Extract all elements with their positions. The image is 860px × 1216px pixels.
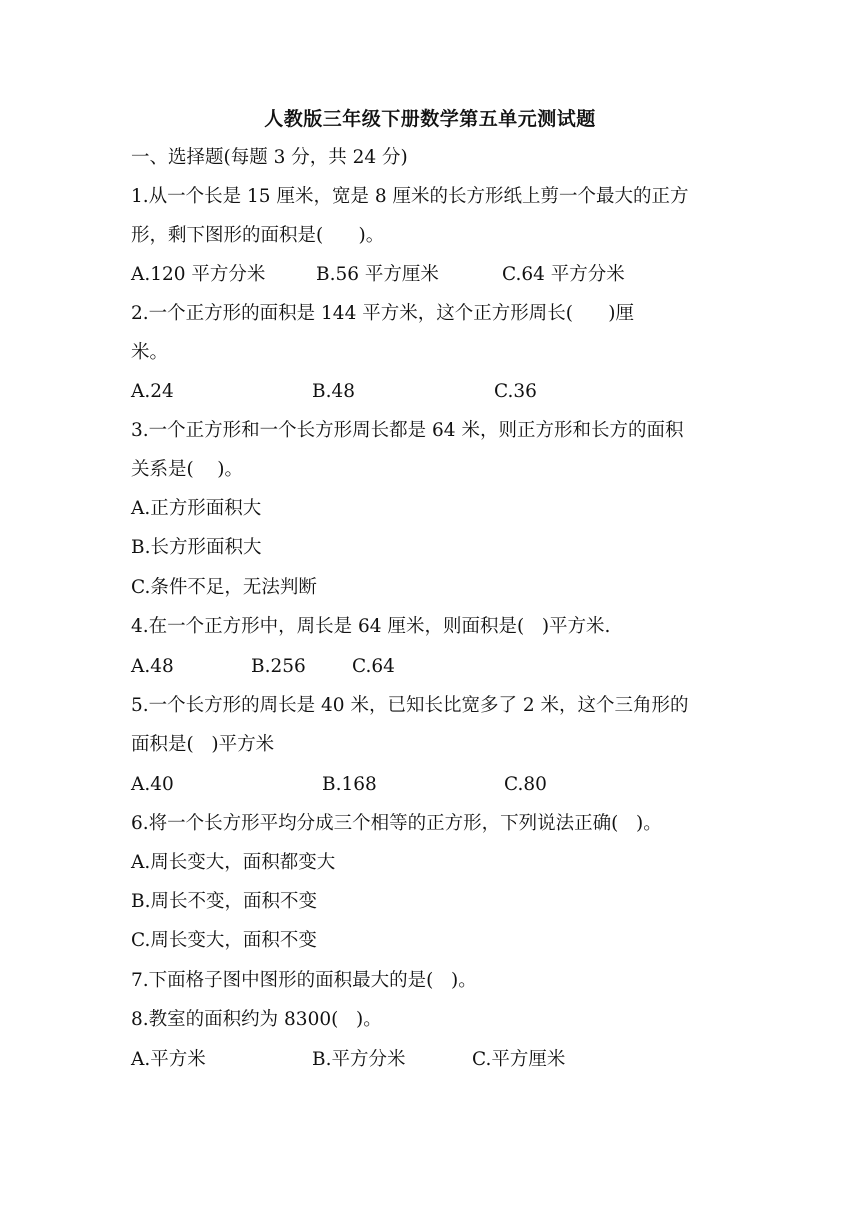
question-6-line-1: 6.将一个长方形平均分成三个相等的正方形，下列说法正确( )。 — [131, 813, 662, 834]
question-8-line-1: 8.教室的面积约为 8300( )。 — [131, 1009, 382, 1030]
section-heading: 一、选择题(每题 3 分，共 24 分) — [131, 147, 408, 168]
question-5-options — [131, 773, 751, 797]
question-3-line-2: 关系是( )。 — [131, 459, 243, 480]
option-a: A.40 — [131, 774, 174, 795]
question-2-line-2: 米。 — [131, 342, 169, 363]
option-a: A.48 — [131, 656, 174, 677]
option-b: B.平方分米 — [312, 1049, 406, 1070]
question-5-line-2: 面积是( )平方米 — [131, 734, 275, 755]
option-c: C.64 — [352, 656, 395, 677]
question-5-line-1: 5.一个长方形的周长是 40 米，已知长比宽多了 2 米，这个三角形的 — [131, 695, 689, 716]
option-c: C.80 — [504, 774, 547, 795]
question-1-line-1: 1.从一个长是 15 厘米，宽是 8 厘米的长方形纸上剪一个最大的正方 — [131, 186, 689, 207]
question-8-options — [131, 1048, 751, 1072]
question-7-line-1: 7.下面格子图中图形的面积最大的是( )。 — [131, 970, 477, 991]
question-6-option-a: A.周长变大，面积都变大 — [131, 852, 336, 873]
question-1-line-2: 形，剩下图形的面积是( )。 — [131, 225, 385, 246]
question-3-option-b: B.长方形面积大 — [131, 537, 262, 558]
option-b: B.256 — [251, 656, 306, 677]
question-1-options — [131, 263, 751, 287]
question-4-options — [131, 655, 751, 679]
option-b: B.56 平方厘米 — [316, 264, 439, 285]
option-b: B.48 — [312, 381, 356, 402]
option-c: C.36 — [494, 381, 537, 402]
question-2-options — [131, 380, 751, 404]
page-title: 人教版三年级下册数学第五单元测试题 — [264, 108, 596, 130]
question-3-line-1: 3.一个正方形和一个长方形周长都是 64 米，则正方形和长方的面积 — [131, 420, 684, 441]
option-a: A.24 — [131, 381, 174, 402]
option-a: A.平方米 — [131, 1049, 206, 1070]
question-6-option-c: C.周长变大，面积不变 — [131, 930, 317, 951]
question-3-option-c: C.条件不足，无法判断 — [131, 577, 317, 598]
question-4-line-1: 4.在一个正方形中，周长是 64 厘米，则面积是( )平方米. — [131, 616, 611, 637]
option-c: C.64 平方分米 — [502, 264, 625, 285]
question-6-option-b: B.周长不变，面积不变 — [131, 891, 317, 912]
option-c: C.平方厘米 — [472, 1049, 566, 1070]
question-2-line-1: 2.一个正方形的面积是 144 平方米，这个正方形周长( )厘 — [131, 303, 634, 324]
question-3-option-a: A.正方形面积大 — [131, 498, 262, 519]
option-b: B.168 — [322, 774, 377, 795]
option-a: A.120 平方分米 — [131, 264, 266, 285]
